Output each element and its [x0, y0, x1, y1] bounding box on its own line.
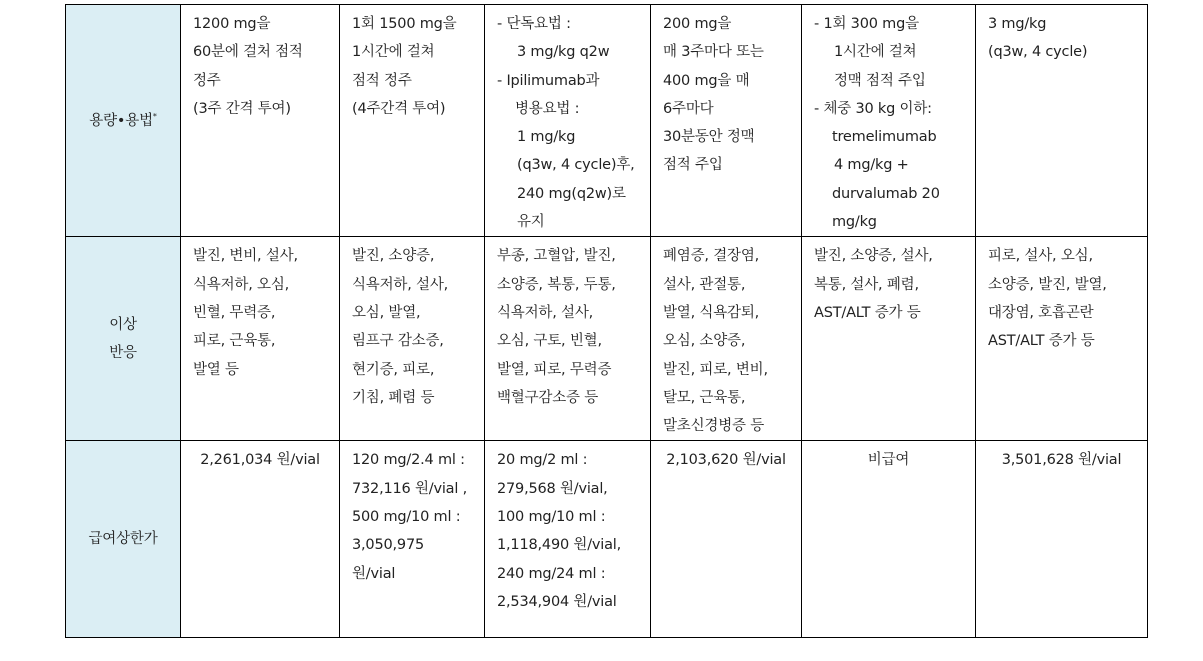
table-cell: 2,103,620 원/vial — [651, 441, 802, 638]
table-cell: 발진, 변비, 설사, 식욕저하, 오심, 빈혈, 무력증, 피로, 근육통, 발열 등 — [181, 237, 340, 441]
table-row-price — [66, 441, 1148, 638]
row-header-adverse: 이상 반응 — [66, 237, 181, 441]
table-cell: 200 mg을 매 3주마다 또는 400 mg을 매 6주마다 30분동안 정맥 점적 주입 — [651, 5, 802, 237]
table-cell: 부종, 고혈압, 발진, 소양증, 복통, 두통, 식욕저하, 설사, 오심, 구토, 빈혈, 발열, 피로, 무력증 백혈구감소증 등 — [485, 237, 651, 441]
table-cell: 1회 1500 mg을 1시간에 걸쳐 점적 정주 (4주간격 투여) — [340, 5, 485, 237]
table-cell: 비급여 — [802, 441, 976, 638]
table-cell: 폐염증, 결장염, 설사, 관절통, 발열, 식욕감퇴, 오심, 소양증, 발진, 피로, 변비, 탈모, 근육통, 말초신경병증 등 — [651, 237, 802, 441]
table-cell: 3,501,628 원/vial — [976, 441, 1148, 638]
table-cell: 피로, 설사, 오심, 소양증, 발진, 발열, 대장염, 호흡곤란 AST/ALT 증가 등 — [976, 237, 1148, 441]
table-cell: 발진, 소양증, 설사, 복통, 설사, 폐렴, AST/ALT 증가 등 — [802, 237, 976, 441]
row-header-price: 급여상한가 — [66, 441, 181, 638]
row-header-dosage: 용량•용법* — [66, 5, 181, 237]
table-cell: 2,261,034 원/vial — [181, 441, 340, 638]
table-cell: 120 mg/2.4 ml : 732,116 원/vial , 500 mg/10 ml : 3,050,975 원/vial — [340, 441, 485, 638]
table-cell: 3 mg/kg (q3w, 4 cycle) — [976, 5, 1148, 237]
table-cell: 20 mg/2 ml : 279,568 원/vial, 100 mg/10 ml : 1,118,490 원/vial, 240 mg/24 ml : 2,534,904 원/vial — [485, 441, 651, 638]
table-cell: 1200 mg을 60분에 걸처 점적 정주 (3주 간격 투여) — [181, 5, 340, 237]
table-cell: 발진, 소양증, 식욕저하, 설사, 오심, 발열, 림프구 감소증, 현기증, 피로, 기침, 폐렴 등 — [340, 237, 485, 441]
table-cell: - 1회 300 mg을 1시간에 걸쳐 정맥 점적 주입 - 체중 30 kg 이하: tremelimumab 4 mg/kg + durvalumab 20 mg/kg — [802, 5, 976, 237]
table-row-dosage — [66, 5, 1148, 237]
table-row-adverse — [66, 237, 1148, 441]
drug-comparison-table — [65, 4, 1148, 638]
table-cell: - 단독요법 : 3 mg/kg q2w - Ipilimumab과 병용요법 : 1 mg/kg (q3w, 4 cycle)후, 240 mg(q2w)로 유지 — [485, 5, 651, 237]
